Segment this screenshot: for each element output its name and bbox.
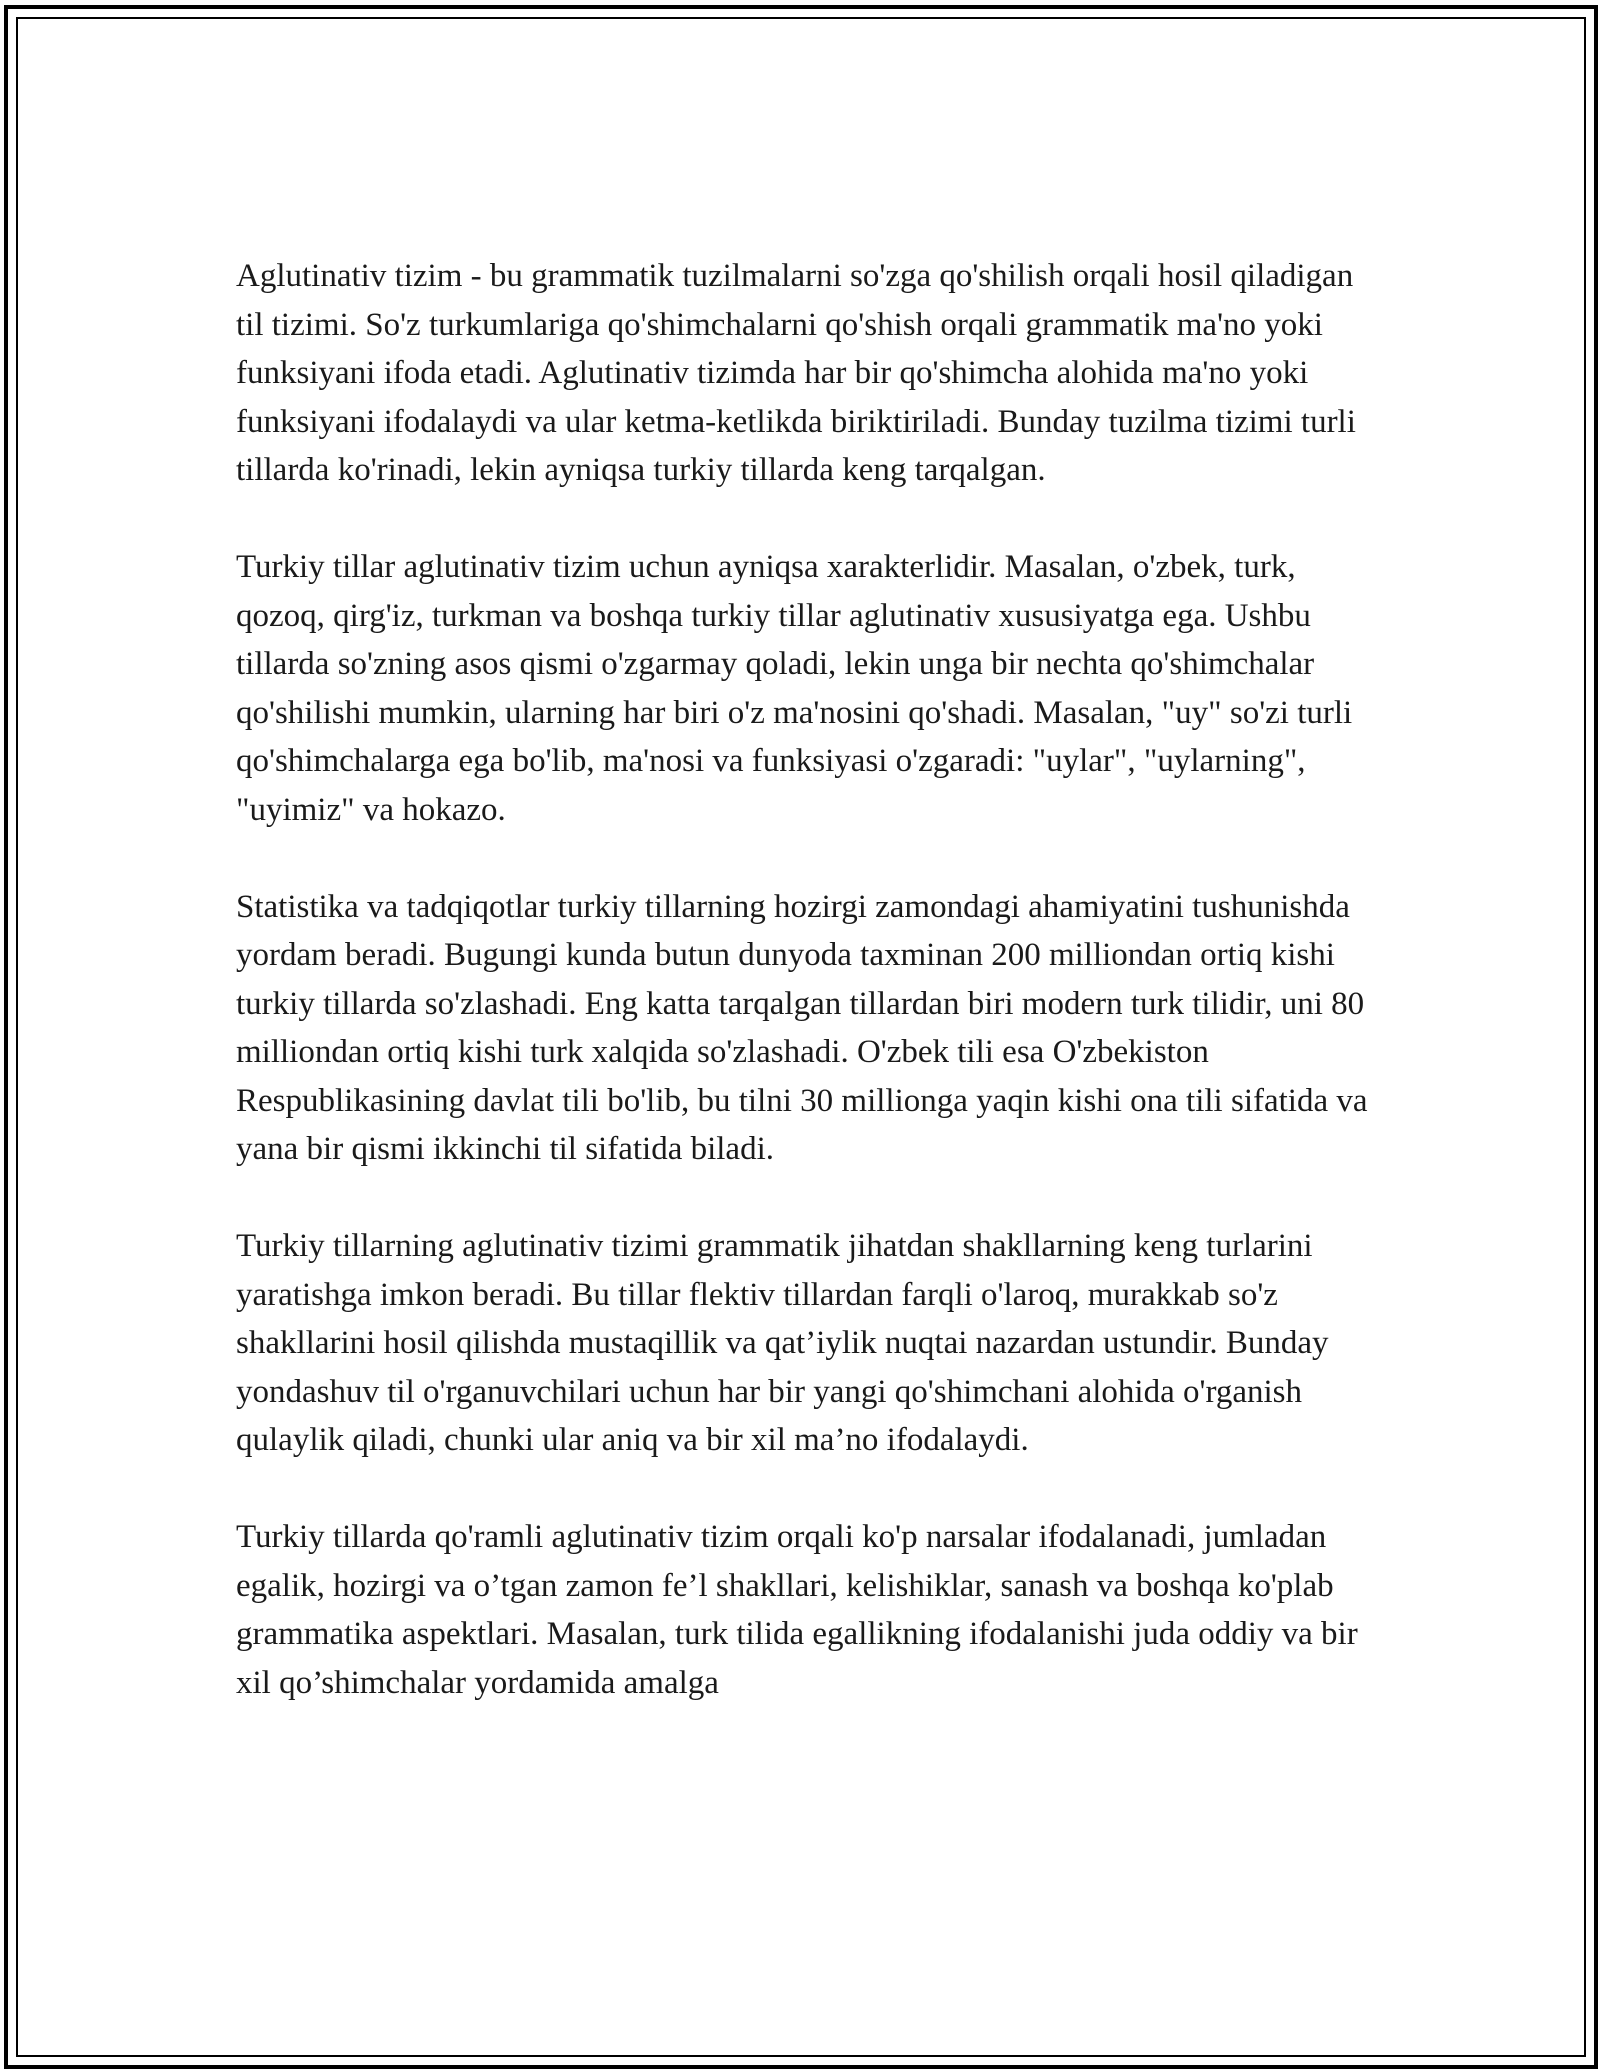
paragraph-5: Turkiy tillarda qo'ramli aglutinativ tizim orqali ko'p narsalar ifodalanadi, jumladan egalik, hozirgi va o’tgan zamon fe’l shakllari, kelishiklar, sanash va boshqa ko'plab grammatika aspektlari. Masalan, turk tilida egallikning ifodalanishi juda oddiy va bir xil qo’shimchalar yordamida amalga bbox=[236, 1519, 1358, 1701]
paragraph-1: Aglutinativ tizim - bu grammatik tuzilmalarni so'zga qo'shilish orqali hosil qiladigan til tizimi. So'z turkumlariga qo'shimchalarni qo'shish orqali grammatik ma'no yoki funksiyani ifoda etadi. Aglutinativ tizimda har bir qo'shimcha alohida ma'no yoki funksiyani ifodalaydi va ular ketma-ketlikda biriktiriladi. Bunday tuzilma tizimi turli tillarda ko'rinadi, lekin ayniqsa turkiy tillarda keng tarqalgan. bbox=[236, 258, 1356, 488]
document-body bbox=[236, 252, 1386, 1756]
paragraph-2: Turkiy tillar aglutinativ tizim uchun ayniqsa xarakterlidir. Masalan, o'zbek, turk, qozoq, qirg'iz, turkman va boshqa turkiy tillar aglutinativ xususiyatga ega. Ushbu tillarda so'zning asos qismi o'zgarmay qoladi, lekin unga bir nechta qo'shimchalar qo'shilishi mumkin, ularning har biri o'z ma'nosini qo'shadi. Masalan, "uy" so'zi turli qo'shimchalarga ega bo'lib, ma'nosi va funksiyasi o'zgaradi: "uylar", "uylarning", "uyimiz" va hokazo. bbox=[236, 549, 1353, 828]
paragraph-4: Turkiy tillarning aglutinativ tizimi grammatik jihatdan shakllarning keng turlarini yaratishga imkon beradi. Bu tillar flektiv tillardan farqli o'laroq, murakkab so'z shakllarini hosil qilishda mustaqillik va qat’iylik nuqtai nazardan ustundir. Bunday yondashuv til o'rganuvchilari uchun har bir yangi qo'shimchani alohida o'rganish qulaylik qiladi, chunki ular aniq va bir xil ma’no ifodalaydi. bbox=[236, 1228, 1329, 1458]
paragraph-3: Statistika va tadqiqotlar turkiy tillarning hozirgi zamondagi ahamiyatini tushunishda yordam beradi. Bugungi kunda butun dunyoda taxminan 200 milliondan ortiq kishi turkiy tillarda so'zlashadi. Eng katta tarqalgan tillardan biri modern turk tilidir, uni 80 milliondan ortiq kishi turk xalqida so'zlashadi. O'zbek tili esa O'zbekiston Respublikasining davlat tili bo'lib, bu tilni 30 millionga yaqin kishi ona tili sifatida va yana bir qismi ikkinchi til sifatida biladi. bbox=[236, 888, 1368, 1167]
